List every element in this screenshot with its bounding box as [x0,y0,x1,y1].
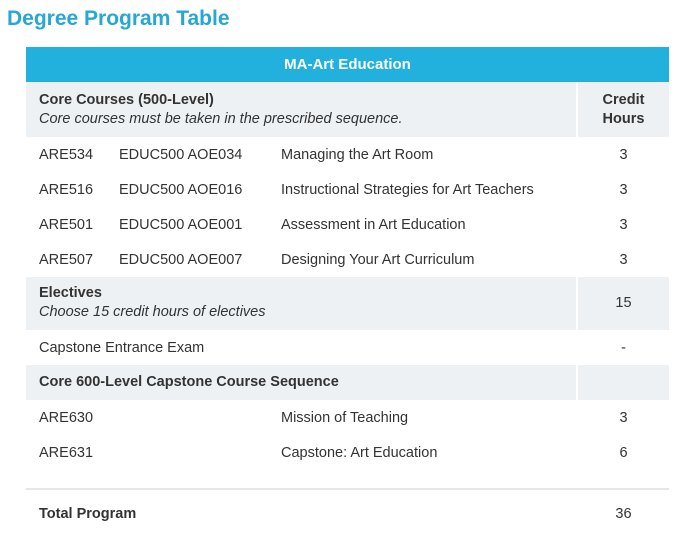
capstone-section-title: Core 600-Level Capstone Course Sequence [39,374,339,390]
course-code: ARE501 [39,216,94,233]
course-code: ARE631 [39,444,94,461]
core-section-description [26,82,578,137]
degree-program-table [26,47,669,537]
electives-credits: 15 [615,295,632,311]
course-row [26,137,669,172]
electives-section [26,277,669,330]
course-title: Assessment in Art Education [281,216,466,233]
course-title: Capstone: Art Education [281,444,438,461]
core-section-title: Core Courses (500-Level) [39,92,214,108]
capstone-credits-cell [578,365,669,400]
course-title: Designing Your Art Curriculum [281,251,475,268]
course-code: ARE534 [39,146,94,163]
course-row [26,400,669,435]
total-label: Total Program [39,505,137,522]
course-credits: 6 [619,444,628,461]
course-row [26,207,669,242]
page-title: Degree Program Table [7,7,230,30]
course-row [26,242,669,277]
total-credits: 36 [615,505,632,522]
credit-header-line-1: Credit [602,91,645,108]
course-credits: 3 [619,181,628,198]
electives-description [26,277,578,330]
exam-row [26,330,669,365]
course-title: Managing the Art Room [281,146,434,163]
capstone-section-header [26,365,669,400]
program-name: MA-Art Education [284,56,411,73]
course-alt-code: EDUC500 AOE007 [119,251,243,268]
course-row [26,172,669,207]
total-row [26,490,669,537]
exam-title: Capstone Entrance Exam [39,339,205,356]
table-spacer [26,470,669,488]
program-banner [26,47,669,82]
exam-credits: - [621,339,626,356]
course-credits: 3 [619,146,628,163]
course-alt-code: EDUC500 AOE016 [119,181,243,198]
course-row [26,435,669,470]
credit-header-line-2: Hours [602,110,645,127]
course-credits: 3 [619,216,628,233]
credit-hours-header [578,82,669,137]
core-section-subtitle: Core courses must be taken in the prescribed sequence. [39,111,403,127]
course-credits: 3 [619,251,628,268]
course-credits: 3 [619,409,628,426]
course-code: ARE630 [39,409,94,426]
core-section-header [26,82,669,137]
course-title: Mission of Teaching [281,409,409,426]
course-title: Instructional Strategies for Art Teachers [281,181,534,198]
electives-credits-cell [578,277,669,330]
course-code: ARE507 [39,251,94,268]
electives-title: Electives [39,285,102,301]
course-code: ARE516 [39,181,94,198]
course-alt-code: EDUC500 AOE034 [119,146,243,163]
electives-subtitle: Choose 15 credit hours of electives [39,304,266,320]
course-alt-code: EDUC500 AOE001 [119,216,243,233]
capstone-section-description [26,365,578,400]
